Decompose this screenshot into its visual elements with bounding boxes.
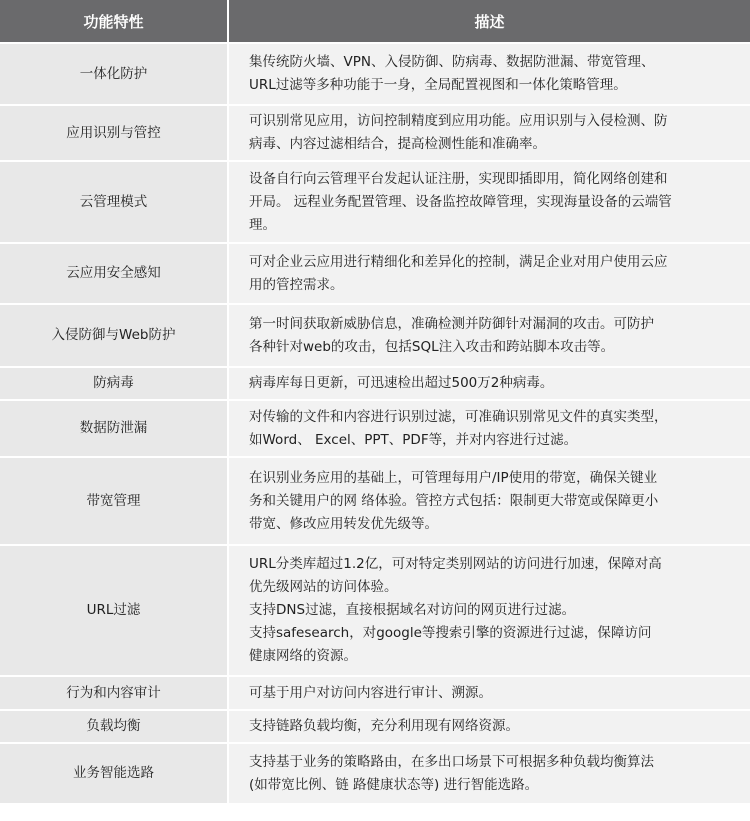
description-line: 病毒、内容过滤相结合，提高检测性能和准确率。 — [249, 136, 546, 152]
description-cell — [229, 711, 750, 744]
description-line: 设备自行向云管理平台发起认证注册，实现即插即用，简化网络创建和 — [249, 170, 668, 187]
description-cell — [229, 244, 750, 305]
description-line: 在识别业务应用的基础上，可管理每用户/IP使用的带宽，确保关键业 — [249, 469, 658, 486]
feature-cell: URL过滤 — [0, 546, 229, 677]
feature-cell: 业务智能选路 — [0, 744, 229, 805]
description-line: 可基于用户对访问内容进行审计、溯源。 — [249, 684, 492, 701]
description-cell — [229, 44, 750, 106]
feature-cell: 云管理模式 — [0, 162, 229, 244]
description-cell — [229, 677, 750, 711]
description-cell — [229, 305, 750, 368]
table-row — [0, 305, 750, 368]
description-line: 可对企业云应用进行精细化和差异化的控制，满足企业对用户使用云应 — [249, 253, 668, 270]
description-line: 支持DNS过滤，直接根据域名对访问的网页进行过滤。 — [249, 602, 576, 618]
description-line: 用的管控需求。 — [249, 276, 344, 293]
table-row — [0, 44, 750, 106]
feature-cell: 防病毒 — [0, 368, 229, 401]
description-line: 务和关键用户的网 络体验。管控方式包括：限制更大带宽或保障更小 — [249, 492, 659, 509]
description-cell — [229, 458, 750, 546]
table-row — [0, 677, 750, 711]
header-feature: 功能特性 — [0, 0, 229, 44]
feature-cell: 入侵防御与Web防护 — [0, 305, 229, 368]
description-line: URL分类库超过1.2亿，可对特定类别网站的访问进行加速，保障对高 — [249, 556, 662, 572]
table-row — [0, 711, 750, 744]
feature-cell: 行为和内容审计 — [0, 677, 229, 711]
description-line: 健康网络的资源。 — [249, 648, 357, 664]
header-description: 描述 — [229, 0, 750, 44]
table-row — [0, 162, 750, 244]
description-cell — [229, 401, 750, 458]
description-cell — [229, 546, 750, 677]
description-line: 对传输的文件和内容进行识别过滤，可准确识别常见文件的真实类型， — [249, 408, 668, 425]
description-line: 病毒库每日更新，可迅速检出超过500万2种病毒。 — [249, 375, 554, 391]
table-row — [0, 546, 750, 677]
table-row — [0, 244, 750, 305]
description-cell — [229, 368, 750, 401]
description-line: 优先级网站的访问体验。 — [249, 579, 398, 595]
description-line: 集传统防火墙、VPN、入侵防御、防病毒、数据防泄漏、带宽管理、 — [249, 54, 655, 70]
feature-cell: 云应用安全感知 — [0, 244, 229, 305]
table-row — [0, 744, 750, 805]
description-line: URL过滤等多种功能于一身，全局配置视图和一体化策略管理。 — [249, 77, 627, 93]
feature-cell: 一体化防护 — [0, 44, 229, 106]
description-line: 支持基于业务的策略路由，在多出口场景下可根据多种负载均衡算法 — [249, 753, 654, 770]
feature-cell: 应用识别与管控 — [0, 106, 229, 162]
table-row — [0, 368, 750, 401]
description-cell — [229, 106, 750, 162]
header-row — [0, 0, 750, 44]
description-cell — [229, 744, 750, 805]
description-line: (如带宽比例、链 路健康状态等) 进行智能选路。 — [249, 776, 539, 793]
feature-cell: 数据防泄漏 — [0, 401, 229, 458]
description-line: 开局。 远程业务配置管理、设备监控故障管理，实现海量设备的云端管 — [249, 193, 672, 210]
table-row — [0, 106, 750, 162]
table-row — [0, 401, 750, 458]
description-line: 可识别常见应用，访问控制精度到应用功能。应用识别与入侵检测、防 — [249, 113, 668, 129]
description-line: 支持链路负载均衡，充分利用现有网络资源。 — [249, 718, 519, 734]
description-line: 理。 — [249, 216, 276, 233]
description-line: 如Word、 Excel、PPT、PDF等，并对内容进行过滤。 — [249, 431, 578, 448]
description-line: 带宽、修改应用转发优先级等。 — [249, 515, 438, 532]
description-line: 支持safesearch，对google等搜索引擎的资源进行过滤，保障访问 — [249, 625, 652, 641]
feature-cell: 负载均衡 — [0, 711, 229, 744]
table-row — [0, 458, 750, 546]
feature-cell: 带宽管理 — [0, 458, 229, 546]
description-line: 第一时间获取新威胁信息，准确检测并防御针对漏洞的攻击。可防护 — [249, 315, 654, 332]
description-line: 各种针对web的攻击，包括SQL注入攻击和跨站脚本攻击等。 — [249, 338, 615, 355]
description-cell — [229, 162, 750, 244]
